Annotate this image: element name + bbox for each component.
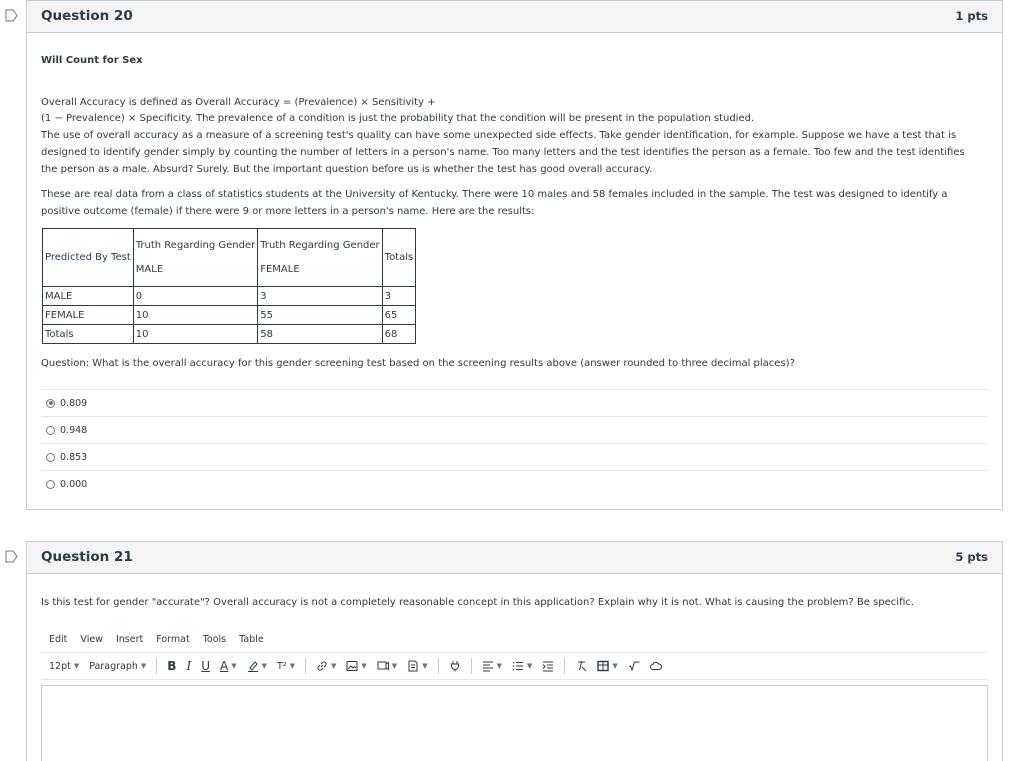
- chevron-down-icon: ▼: [140, 662, 147, 670]
- align-left-icon: [482, 660, 494, 672]
- image-button[interactable]: [346, 660, 366, 672]
- cell-total: 65: [382, 306, 416, 325]
- menu-tools[interactable]: Tools: [202, 634, 227, 645]
- header-predicted: Predicted By Test: [43, 229, 134, 287]
- answer-option[interactable]: [41, 389, 988, 416]
- editor-menubar: [49, 634, 277, 645]
- superscript-button[interactable]: [277, 661, 295, 672]
- cloud-icon: [650, 660, 662, 672]
- font-size-dropdown[interactable]: [49, 661, 79, 672]
- answer-option[interactable]: [41, 443, 988, 470]
- answer-label[interactable]: 0.948: [60, 424, 88, 436]
- row-label: FEMALE: [43, 306, 134, 325]
- document-button[interactable]: [407, 660, 427, 672]
- header-truth-female-top: Truth Regarding Gender: [260, 239, 380, 251]
- menu-view[interactable]: View: [80, 634, 103, 645]
- bold-button[interactable]: B: [167, 659, 177, 673]
- embed-button[interactable]: [650, 660, 662, 672]
- question-header: [27, 1, 1002, 33]
- question-title: Question 20: [41, 8, 133, 24]
- question-header: [27, 542, 1002, 574]
- editor-toolbar: [41, 652, 988, 680]
- toolbar-divider: [564, 658, 565, 674]
- flag-question-icon[interactable]: [5, 550, 19, 563]
- radio-icon[interactable]: [46, 426, 55, 435]
- toolbar-divider: [305, 658, 306, 674]
- font-size-value: 12pt: [49, 660, 71, 672]
- image-icon: [346, 660, 358, 672]
- chevron-down-icon: ▼: [612, 662, 618, 670]
- square-root-icon: [628, 660, 640, 672]
- header-truth-male-bottom: MALE: [135, 263, 164, 275]
- cell-male: 10: [133, 306, 257, 325]
- header-truth-female: [258, 229, 382, 287]
- superscript-icon: T²: [277, 660, 287, 672]
- align-button[interactable]: [482, 660, 502, 672]
- answer-option[interactable]: [41, 416, 988, 443]
- chevron-down-icon: ▼: [73, 662, 80, 670]
- question-title: Question 21: [41, 549, 133, 565]
- radio-icon[interactable]: [46, 480, 55, 489]
- cell-total: 68: [382, 325, 416, 344]
- plug-icon: [449, 660, 461, 672]
- indent-button[interactable]: [542, 660, 554, 672]
- table-row: [43, 306, 416, 325]
- menu-table[interactable]: Table: [239, 634, 264, 645]
- bullet-list-icon: [512, 660, 524, 672]
- answer-label[interactable]: 0.853: [60, 451, 88, 463]
- question-points: 5 pts: [955, 550, 988, 564]
- chevron-down-icon: ▼: [289, 662, 296, 670]
- underline-button[interactable]: U: [201, 659, 210, 673]
- row-label: MALE: [43, 287, 134, 306]
- menu-format[interactable]: Format: [156, 634, 190, 645]
- cell-female: 3: [258, 287, 382, 306]
- equation-button[interactable]: [628, 660, 640, 672]
- menu-insert[interactable]: Insert: [115, 634, 144, 645]
- radio-selected-icon[interactable]: [46, 399, 55, 408]
- media-button[interactable]: [377, 660, 397, 672]
- question-prompt: Is this test for gender "accurate"? Overall accuracy is not a completely reasonable concept in this application? Explain why it is not. What is causing the problem? Be specific.: [41, 597, 915, 608]
- list-button[interactable]: [512, 660, 532, 672]
- flag-question-icon[interactable]: [5, 9, 19, 22]
- link-button[interactable]: [316, 660, 336, 672]
- question-20: [26, 0, 1003, 510]
- document-icon: [407, 660, 419, 672]
- answer-label[interactable]: 0.809: [60, 397, 88, 409]
- table-row: [43, 287, 416, 306]
- question-points: 1 pts: [955, 9, 988, 23]
- paragraph-data-source: These are real data from a class of statistics students at the University of Kentucky. There were 10 males and 58 females included in the sample. The test was designed to identify a positive outcome (female) if there were 9 or more letters in a person's name. Here are the results:: [41, 189, 948, 217]
- answer-option[interactable]: [41, 470, 988, 497]
- toolbar-divider: [156, 658, 157, 674]
- chevron-down-icon: ▼: [422, 662, 428, 670]
- highlighter-icon: [247, 660, 259, 672]
- toolbar-divider: [438, 658, 439, 674]
- definition-line-2: (1 − Prevalence) × Specificity. The prevalence of a condition is just the probability that the condition will be present in the population studied.: [41, 113, 755, 124]
- text-color-button[interactable]: [220, 659, 237, 673]
- cell-male: 10: [133, 325, 257, 344]
- question-21: [26, 541, 1003, 761]
- header-truth-male: [133, 229, 257, 287]
- table-button[interactable]: [597, 660, 617, 672]
- toolbar-divider: [471, 658, 472, 674]
- row-label: Totals: [43, 325, 134, 344]
- highlight-button[interactable]: [247, 660, 267, 672]
- link-icon: [316, 660, 328, 672]
- cell-male: 0: [133, 287, 257, 306]
- cell-female: 55: [258, 306, 382, 325]
- definition-line-1: Overall Accuracy is defined as Overall Accuracy = (Prevalence) × Sensitivity +: [41, 97, 436, 108]
- answer-label[interactable]: 0.000: [60, 478, 88, 490]
- media-icon: [377, 660, 389, 672]
- paragraph-side-effects: The use of overall accuracy as a measure of a screening test's quality can have some unexpected side effects. Take gender identification, for example. Suppose we have a test that is designed to identify gender simply by counting the number of letters in a person's name. Too many letters and the test identifies the person as a female. Too few and the test identifies the person as a male. Absurd? Surely. But the important question before us is whether the test has good overall accuracy.: [41, 130, 965, 175]
- question-prompt: Question: What is the overall accuracy for this gender screening test based on the screening results above (answer rounded to three decimal places)?: [41, 358, 795, 369]
- menu-edit[interactable]: Edit: [49, 634, 68, 645]
- indent-icon: [542, 660, 554, 672]
- chevron-down-icon: ▼: [496, 662, 502, 670]
- table-row: [43, 325, 416, 344]
- cell-total: 3: [382, 287, 416, 306]
- clear-formatting-icon: [575, 660, 587, 672]
- block-format-value: Paragraph: [89, 660, 138, 672]
- chevron-down-icon: ▼: [361, 662, 367, 670]
- chevron-down-icon: ▼: [526, 662, 533, 670]
- radio-icon[interactable]: [46, 453, 55, 462]
- block-format-dropdown[interactable]: [89, 661, 146, 672]
- header-totals: Totals: [382, 229, 416, 287]
- results-table: [42, 228, 416, 344]
- text-color-icon: A: [220, 659, 229, 673]
- question-heading: Will Count for Sex: [41, 55, 143, 66]
- header-truth-female-bottom: FEMALE: [260, 263, 300, 275]
- chevron-down-icon: ▼: [231, 662, 237, 670]
- italic-button[interactable]: I: [186, 659, 192, 673]
- answer-editor[interactable]: [41, 685, 988, 761]
- cell-female: 58: [258, 325, 382, 344]
- table-icon: [597, 660, 609, 672]
- chevron-down-icon: ▼: [391, 662, 398, 670]
- chevron-down-icon: ▼: [331, 662, 337, 670]
- header-truth-male-top: Truth Regarding Gender: [135, 239, 256, 251]
- clear-formatting-button[interactable]: [575, 660, 587, 672]
- apps-button[interactable]: [449, 660, 461, 672]
- chevron-down-icon: ▼: [261, 662, 267, 670]
